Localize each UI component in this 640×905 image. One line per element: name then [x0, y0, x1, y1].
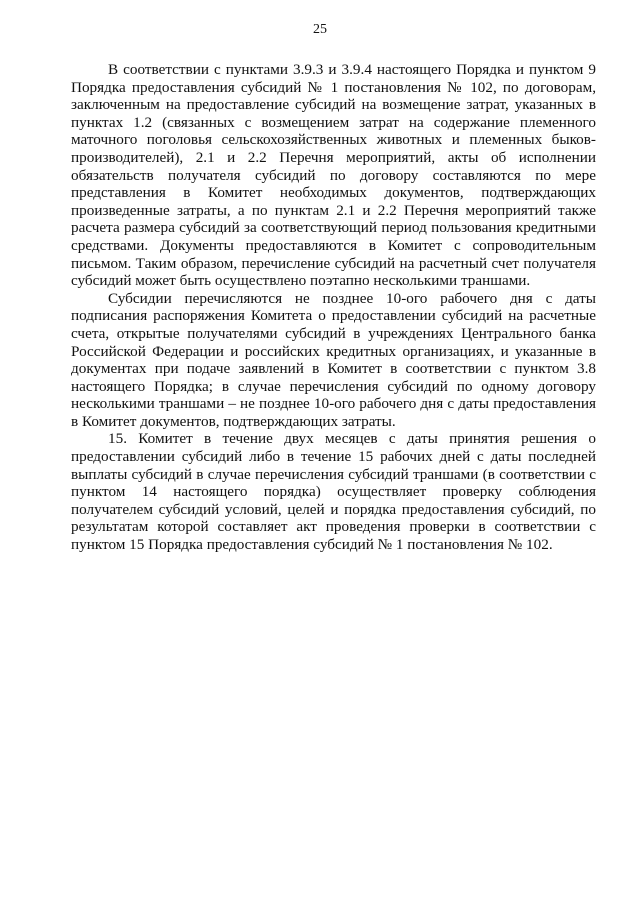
paragraph-payment-acts: В соответствии с пунктами 3.9.3 и 3.9.4 настоящего Порядка и пунктом 9 Порядка предоставления субсидий № 1 постановления № 102, по договорам, заключенным на предоставление субсидий на возмещение затрат, указанных в пунктах 1.2 (связанных с возмещением затрат на содержание племенного маточного поголовья сельскохозяйственных животных и племенных быков-производителей), 2.1 и 2.2 Перечня мероприятий, акты об исполнении обязательств получателя субсидий по договору составляются по мере представления в Комитет необходимых документов, подтверждающих произведенные затраты, а по пунктам 2.1 и 2.2 Перечня мероприятий также расчета размера субсидий за соответствующий период пользования кредитными средствами. Документы предоставляются в Комитет с сопроводительным письмом. Таким образом, перечисление субсидий на расчетный счет получателя субсидий может быть осуществлено поэтапно несколькими траншами. — [71, 61, 596, 290]
page-number: 25 — [313, 22, 327, 37]
document-body — [71, 61, 596, 554]
paragraph-15-verification: 15. Комитет в течение двух месяцев с даты принятия решения о предоставлении субсидий либо в течение 15 рабочих дней с даты последней выплаты субсидий в случае перечисления субсидий траншами (в соответствии с пунктом 14 настоящего порядка) осуществляет проверку соблюдения получателем субсидий условий, целей и порядка предоставления субсидий, по результатам которой составляет акт проведения проверки в соответствии с пунктом 15 Порядка предоставления субсидий № 1 постановления № 102. — [71, 430, 596, 554]
paragraph-transfer-terms: Субсидии перечисляются не позднее 10-ого рабочего дня с даты подписания распоряжения Комитета о предоставлении субсидий на расчетные счета, открытые получателями субсидий в учреждениях Центрального банка Российской Федерации и российских кредитных организациях, и указанные в документах при подаче заявлений в Комитет в соответствии с пунктом 3.8 настоящего Порядка; в случае перечисления субсидий по одному договору несколькими траншами – не позднее 10-ого рабочего дня с даты предоставления в Комитет документов, подтверждающих затраты. — [71, 289, 596, 430]
